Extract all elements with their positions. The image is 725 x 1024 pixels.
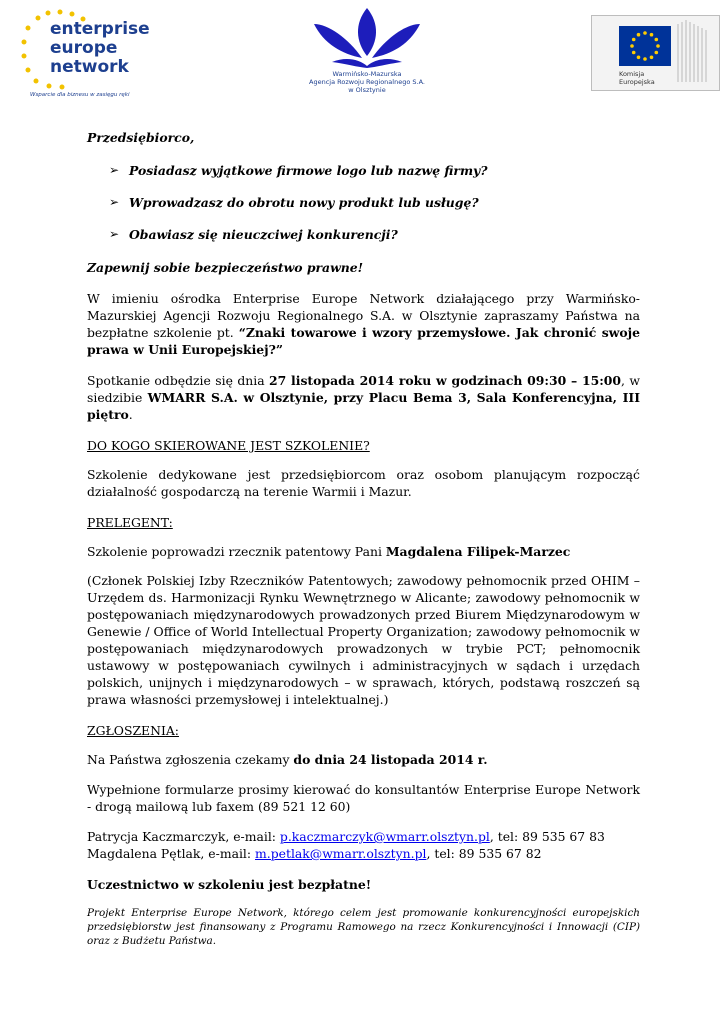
speaker-bio: (Członek Polskiej Izby Rzeczników Patentowych; zawodowy pełnomocnik przed OHIM – Urzędem ds. Harmonizacji Rynku Wewnętrznego w Alicante; zawodowy pełnomocnik w postępowaniach międzynarodowych prowadzonych przed Biurem Międzynarodowym w Genewie / Office of World Intellectual Property Organization; zawodowy pełnomocnik w postępowaniach międzynarodowych prowadzonych w trybie PCT; pełnomocnik ustawowy w postępowaniach cywilnych i administracyjnych w sądach i urzędach polskich, unijnych i międzynarodowych – w sprawach, których, podstawą roszczeń są prawa własności przemysłowej i intelektualnej.): [87, 573, 640, 707]
intro-paragraph: W imieniu ośrodka Enterprise Europe Network działającego przy Warmińsko-Mazurskiej Agencji Rozwoju Regionalnego S.A. w Olsztynie zapraszamy Państwa na bezpłatne szkolenie pt. “Znaki towarowe i wzory przemysłowe. Jak chronić swoje prawa w Unii Europejskiej?”: [87, 291, 640, 357]
meeting-paragraph: Spotkanie odbędzie się dnia 27 listopada 2014 roku w godzinach 09:30 – 15:00, w siedzibie WMARR S.A. w Olsztynie, przy Placu Bema 3, Sala Konferencyjna, III piętro.: [87, 373, 640, 422]
wmarr-logo-text: Warmińsko-Mazurska Agencja Rozwoju Regionalnego S.A. w Olsztynie: [309, 70, 425, 94]
bullet-item: ➢ Posiadasz wyjątkowe firmowe logo lub nazwę firmy?: [109, 163, 488, 178]
contact-line: Magdalena Pętlak, e-mail: m.petlak@wmarr.olsztyn.pl, tel: 89 535 67 82: [87, 846, 542, 861]
wmarr-logo: [292, 4, 442, 104]
registration-deadline: do dnia 24 listopada 2014 r.: [293, 752, 488, 767]
email-link[interactable]: m.petlak@wmarr.olsztyn.pl: [255, 846, 427, 861]
registration-heading: ZGŁOSZENIA:: [87, 723, 179, 738]
meeting-place: WMARR S.A. w Olsztynie, przy Placu Bema 3, Sala Konferencyjna, III piętro: [87, 390, 640, 422]
european-commission-logo: [591, 15, 720, 91]
een-logo-wordmark: enterprise europe network: [50, 19, 150, 77]
audience-heading: DO KOGO SKIEROWANE JEST SZKOLENIE?: [87, 438, 370, 453]
registration-paragraph: Na Państwa zgłoszenia czekamy do dnia 24 listopada 2014 r.: [87, 752, 488, 767]
bullet-item: ➢ Obawiasz się nieuczciwej konkurencji?: [109, 227, 398, 242]
meeting-date: 27 listopada 2014 roku w godzinach 09:30 – 15:00: [269, 373, 622, 388]
letter-body: [87, 129, 640, 948]
page-header: [0, 0, 725, 110]
greeting: Przedsiębiorco,: [87, 130, 195, 145]
email-link[interactable]: p.kaczmarczyk@wmarr.olsztyn.pl: [279, 829, 490, 844]
european-commission-text: Komisja Europejska: [619, 70, 655, 86]
een-tagline: Wsparcie dla biznesu w zasięgu ręki: [30, 92, 130, 98]
arrow-bullet-icon: ➢: [109, 163, 120, 177]
speaker-name: Magdalena Filipek-Marzec: [385, 544, 571, 559]
speaker-heading: PRELEGENT:: [87, 515, 173, 530]
eu-flag-icon: [592, 16, 719, 90]
enterprise-europe-network-logo: [14, 6, 150, 101]
arrow-bullet-icon: ➢: [109, 195, 120, 209]
security-headline: Zapewnij sobie bezpieczeństwo prawne!: [87, 260, 364, 275]
audience-paragraph: Szkolenie dedykowane jest przedsiębiorcom oraz osobom planującym rozpocząć działalność gospodarczą na terenie Warmii i Mazur.: [87, 467, 640, 499]
project-footnote: Projekt Enterprise Europe Network, którego celem jest promowanie konkurencyjności europejskich przedsiębiorstw jest finansowany z Programu Ramowego na rzecz Konkurencyjności i Innowacji (CIP) oraz z Budżetu Państwa.: [87, 907, 640, 947]
bullet-item: ➢ Wprowadzasz do obrotu nowy produkt lub usługę?: [109, 195, 479, 210]
forms-paragraph: Wypełnione formularze prosimy kierować do konsultantów Enterprise Europe Network - drogą mailową lub faxem (89 521 12 60): [87, 782, 640, 814]
contact-line: Patrycja Kaczmarczyk, e-mail: p.kaczmarczyk@wmarr.olsztyn.pl, tel: 89 535 67 83: [87, 829, 605, 844]
arrow-bullet-icon: ➢: [109, 227, 120, 241]
free-participation-notice: Uczestnictwo w szkoleniu jest bezpłatne!: [87, 877, 372, 892]
wmarr-emblem-icon: [292, 4, 442, 70]
training-title: “Znaki towarowe i wzory przemysłowe. Jak chronić swoje prawa w Unii Europejskiej?”: [87, 325, 640, 357]
speaker-paragraph: Szkolenie poprowadzi rzecznik patentowy Pani Magdalena Filipek-Marzec: [87, 544, 571, 559]
